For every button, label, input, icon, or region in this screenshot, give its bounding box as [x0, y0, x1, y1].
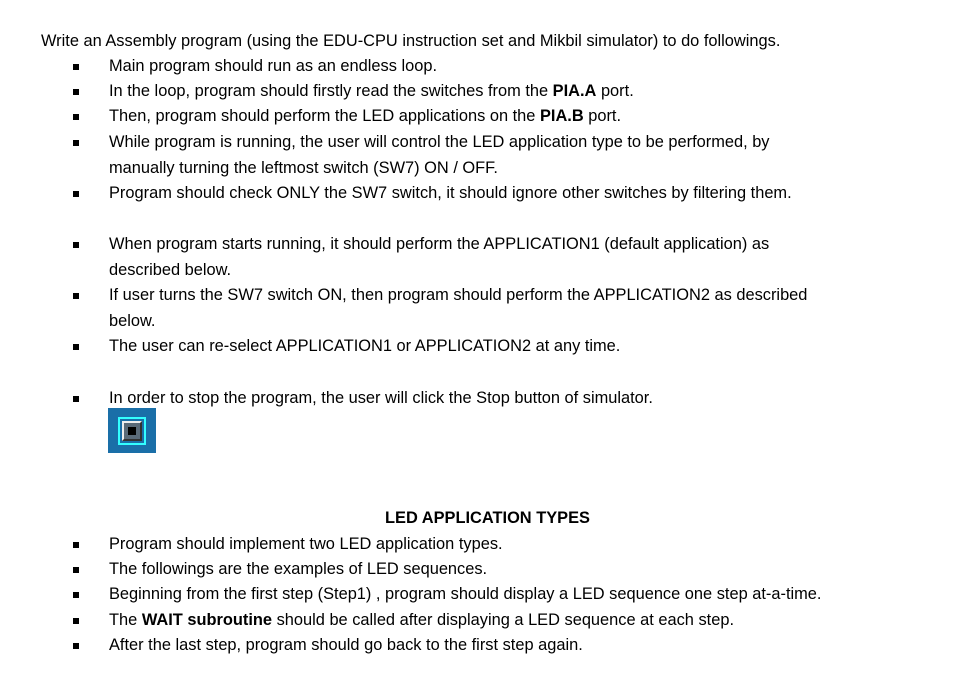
list-item-pre: Program should check ONLY the SW7 switch, it should ignore other switches by filtering them.: [109, 184, 792, 202]
list-item-post: should be called after displaying a LED sequence at each step.: [272, 611, 735, 629]
list-item: [109, 584, 821, 604]
list-item: [109, 388, 653, 408]
list-item-pre: In the loop, program should firstly read the switches from the: [109, 82, 553, 100]
continuation-text: manually turning the leftmost switch (SW7) ON / OFF.: [109, 159, 498, 177]
list-item-pre: Then, program should perform the LED applications on the: [109, 107, 540, 125]
list-item: [109, 81, 634, 101]
bullet-icon: [73, 344, 79, 350]
list-item-pre: Main program should run as an endless loop.: [109, 57, 438, 75]
list-item-pre: The user can re-select APPLICATION1 or APPLICATION2 at any time.: [109, 337, 621, 355]
list-item-pre: The followings are the examples of LED sequences.: [109, 560, 488, 578]
list-item: [109, 635, 583, 655]
list-item: [109, 610, 734, 630]
list-item-pre: When program starts running, it should perform the APPLICATION1 (default application) as: [109, 235, 770, 253]
list-item-bold: PIA.B: [539, 107, 584, 125]
list-item: [109, 534, 503, 554]
continuation-text: described below.: [109, 261, 232, 279]
bullet-icon: [73, 64, 79, 70]
bullet-icon: [73, 396, 79, 402]
bullet-icon: [73, 140, 79, 146]
list-item-pre: The: [109, 611, 142, 629]
section-heading: LED APPLICATION TYPES: [385, 509, 590, 527]
bullet-icon: [73, 114, 79, 120]
list-item: [109, 56, 437, 76]
list-item-pre: Beginning from the first step (Step1) , program should display a LED sequence one step at-a-time.: [109, 585, 822, 603]
list-item: [109, 336, 620, 356]
list-item-pre: In order to stop the program, the user will click the Stop button of simulator.: [109, 389, 653, 407]
list-item-post: port.: [596, 82, 634, 100]
list-item: [109, 234, 769, 254]
list-item: [109, 132, 770, 152]
bullet-icon: [73, 293, 79, 299]
bullet-icon: [73, 618, 79, 624]
bullet-icon: [73, 191, 79, 197]
list-item-pre: If user turns the SW7 switch ON, then program should perform the APPLICATION2 as described: [109, 286, 808, 304]
bullet-icon: [73, 89, 79, 95]
stop-button-icon: [108, 408, 156, 453]
list-item: [109, 285, 807, 305]
list-item: [109, 106, 621, 126]
list-item-pre: While program is running, the user will control the LED application type to be performed, by: [109, 133, 770, 151]
list-item: [109, 183, 792, 203]
list-item: [109, 559, 487, 579]
list-item-pre: Program should implement two LED application types.: [109, 535, 503, 553]
list-item-post: port.: [583, 107, 622, 125]
list-item-bold: PIA.A: [552, 82, 597, 100]
intro-text: Write an Assembly program (using the EDU-CPU instruction set and Mikbil simulator) to do followings.: [41, 32, 781, 50]
list-item-pre: After the last step, program should go back to the first step again.: [109, 636, 583, 654]
bullet-icon: [73, 643, 79, 649]
bullet-icon: [73, 542, 79, 548]
list-item-bold: WAIT subroutine: [141, 611, 273, 629]
continuation-text: below.: [109, 312, 156, 330]
bullet-icon: [73, 592, 79, 598]
bullet-icon: [73, 242, 79, 248]
bullet-icon: [73, 567, 79, 573]
